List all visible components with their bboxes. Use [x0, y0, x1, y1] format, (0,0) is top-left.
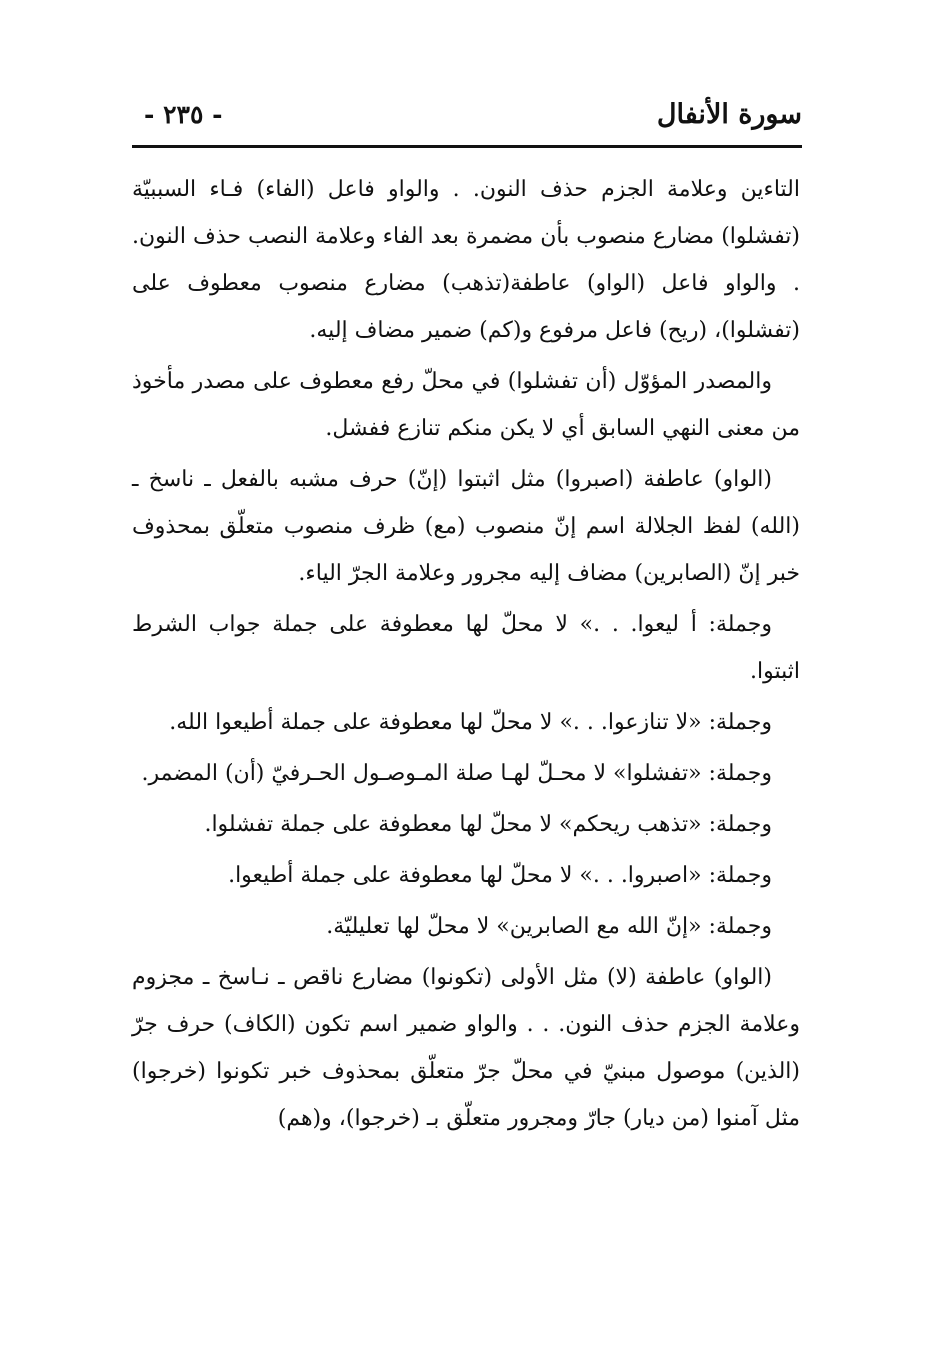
header-divider	[132, 145, 802, 148]
paragraph: والمصدر المؤوّل (أن تفشلوا) في محلّ رفع معطوف على مصدر مأخوذ من معنى النهي السابق أي لا يكن منكم تنازع ففشل.	[132, 369, 800, 441]
sentence-analysis: وجملة: «تفشلوا» لا محـلّ لهـا صلة المـوصـول الحـرفيّ (أن) المضمر.	[141, 761, 772, 786]
paragraph: التاءين وعلامة الجزم حذف النون. . والواو فاعل (الفاء) فـاء السببيّة (تفشلوا) مضارع منصوب بأن مضمرة بعد الفاء وعلامة النصب حذف النون. . والواو فاعل (الواو) عاطفة(تذهب) مضارع منصوب معطوف على (تفشلوا)، (ريح) فاعل مرفوع و(كم) ضمير مضاف إليه.	[132, 177, 800, 343]
sentence-analysis: وجملة: «اصبروا. . .» لا محلّ لها معطوفة على جملة أطيعوا.	[228, 863, 772, 888]
paragraph: (الواو) عاطفة (لا) مثل الأولى (تكونوا) مضارع ناقص ـ نـاسخ ـ مجزوم وعلامة الجزم حذف النون. . . والواو ضمير اسم تكون (الكاف) حرف جرّ (الذين) موصول مبنيّ في محلّ جرّ متعلّق بمحذوف خبر تكونوا (خرجوا) مثل آمنوا (من ديار) جارّ ومجرور متعلّق بـ (خرجوا)، و(هم)	[132, 965, 800, 1131]
sentence-analysis: وجملة: أ ليعوا. . .» لا محلّ لها معطوفة على جملة جواب الشرط اثبتوا.	[132, 612, 800, 684]
page-header	[132, 92, 802, 138]
paragraph: (الواو) عاطفة (اصبروا) مثل اثبتوا (إنّ) حرف مشبه بالفعل ـ ناسخ ـ (الله) لفظ الجلالة اسم إنّ منصوب (مع) ظرف منصوب متعلّق بمحذوف خبر إنّ (الصابرين) مضاف إليه مجرور وعلامة الجرّ الياء.	[132, 467, 800, 586]
sentence-analysis: وجملة: «تذهب ريحكم» لا محلّ لها معطوفة على جملة تفشلوا.	[204, 812, 772, 837]
sentence-analysis: وجملة: «لا تنازعوا. . .» لا محلّ لها معطوفة على جملة أطيعوا الله.	[169, 710, 772, 735]
sentence-analysis: وجملة: «إنّ الله مع الصابرين» لا محلّ لها تعليليّة.	[326, 914, 772, 939]
page-number: - ٢٣٥ -	[144, 100, 223, 129]
surah-title: سورة الأنفال	[656, 99, 802, 130]
page-body	[132, 166, 800, 1146]
